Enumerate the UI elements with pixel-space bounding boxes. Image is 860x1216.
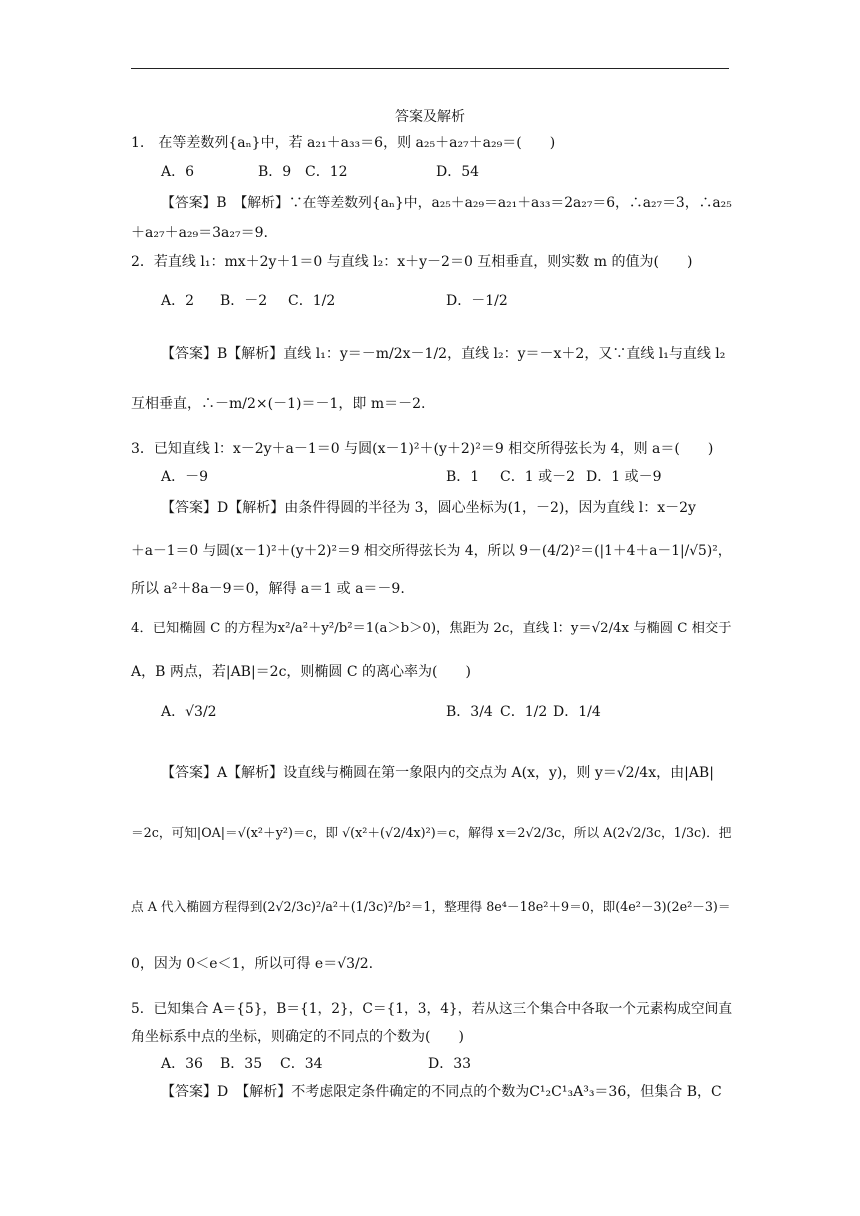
q5-option-b: B．35: [220, 1056, 263, 1072]
q5-option-d: D．33: [428, 1056, 472, 1072]
q4-option-a: A．√3/2: [161, 704, 217, 720]
q1-option-c: C．12: [305, 164, 348, 180]
q5-answer-line1: 【答案】D 【解析】不考虑限定条件确定的不同点的个数为C¹₂C¹₃A³₃＝36，但集合 B，C: [161, 1084, 722, 1100]
q1-answer-line1: 【答案】B 【解析】∵在等差数列{aₙ}中，a₂₅＋a₂₉＝a₂₁＋a₃₃＝2a₂₇＝6，∴a₂₇＝3，∴a₂₅: [161, 195, 732, 211]
q2-stem: 2．若直线 l₁：mx＋2y＋1＝0 与直线 l₂：x＋y－2＝0 互相垂直，则实数 m 的值为( ): [131, 254, 693, 270]
q2-option-b: B．－2: [220, 293, 268, 309]
q3-stem: 3．已知直线 l：x－2y＋a－1＝0 与圆(x－1)²＋(y＋2)²＝9 相交所得弦长为 4，则 a＝( ): [131, 441, 714, 457]
q2-option-a: A．2: [161, 293, 195, 309]
q1-option-d: D．54: [436, 164, 480, 180]
q5-option-a: A．36: [161, 1056, 203, 1072]
q4-answer-line2: ＝2c，可知|OA|＝√(x²＋y²)＝c，即 √(x²＋(√2/4x)²)＝c，解得 x＝2√2/3c，所以 A(2√2/3c，1/3c)．把: [131, 825, 732, 840]
q3-option-d: D．1 或－9: [586, 469, 662, 485]
q3-option-b: B．1: [446, 469, 480, 485]
q3-option-c: C．1 或－2: [500, 469, 575, 485]
q2-answer-line1: 【答案】B【解析】直线 l₁：y＝－m/2x－1/2，直线 l₂：y＝－x＋2，又∵直线 l₁与直线 l₂: [161, 346, 726, 362]
q4-answer-line1: 【答案】A【解析】设直线与椭圆在第一象限内的交点为 A(x，y)，则 y＝√2/4x，由|AB|: [161, 765, 714, 781]
q3-answer-line3: 所以 a²＋8a－9＝0，解得 a＝1 或 a＝－9.: [131, 581, 405, 597]
q3-answer-line1: 【答案】D【解析】由条件得圆的半径为 3，圆心坐标为(1，－2)，因为直线 l：x－2y: [161, 500, 696, 516]
q4-option-b: B．3/4: [446, 704, 493, 720]
q3-answer-line2: ＋a－1＝0 与圆(x－1)²＋(y＋2)²＝9 相交所得弦长为 4，所以 9－(4/2)²＝(|1＋4＋a－1|/√5)²，: [131, 543, 732, 559]
q2-option-c: C．1/2: [288, 293, 336, 309]
q1-answer-line2: ＋a₂₇＋a₂₉＝3a₂₇＝9.: [131, 225, 268, 241]
q4-stem-line2: A，B 两点，若|AB|＝2c，则椭圆 C 的离心率为( ): [131, 664, 471, 680]
q1-option-b: B．9: [258, 164, 292, 180]
q3-option-a: A．－9: [161, 469, 209, 485]
q4-option-c: C．1/2: [500, 704, 548, 720]
q4-option-d: D．1/4: [553, 704, 601, 720]
q4-stem-line1: 4．已知椭圆 C 的方程为x²/a²＋y²/b²＝1(a＞b＞0)，焦距为 2c，直线 l：y＝√2/4x 与椭圆 C 相交于: [131, 621, 732, 636]
header-rule: [131, 68, 729, 69]
q4-answer-line4: 0，因为 0＜e＜1，所以可得 e＝√3/2.: [131, 956, 374, 972]
q2-answer-line2: 互相垂直，∴－m/2×(－1)＝－1，即 m＝－2.: [131, 396, 426, 412]
q1-option-a: A．6: [161, 164, 195, 180]
q5-stem-line2: 角坐标系中点的坐标，则确定的不同点的个数为( ): [131, 1029, 464, 1045]
page-title: 答案及解析: [395, 109, 465, 125]
q5-option-c: C．34: [280, 1056, 323, 1072]
q2-option-d: D．－1/2: [446, 293, 508, 309]
q1-stem: 1. 在等差数列{aₙ}中，若 a₂₁＋a₃₃＝6，则 a₂₅＋a₂₇＋a₂₉＝( ): [131, 135, 556, 151]
q4-answer-line3: 点 A 代入椭圆方程得到(2√2/3c)²/a²＋(1/3c)²/b²＝1，整理得 8e⁴－18e²＋9＝0，即(4e²－3)(2e²－3)＝: [131, 899, 731, 914]
q5-stem-line1: 5．已知集合 A＝{5}，B＝{1，2}，C＝{1，3，4}，若从这三个集合中各取一个元素构成空间直: [131, 1001, 733, 1017]
